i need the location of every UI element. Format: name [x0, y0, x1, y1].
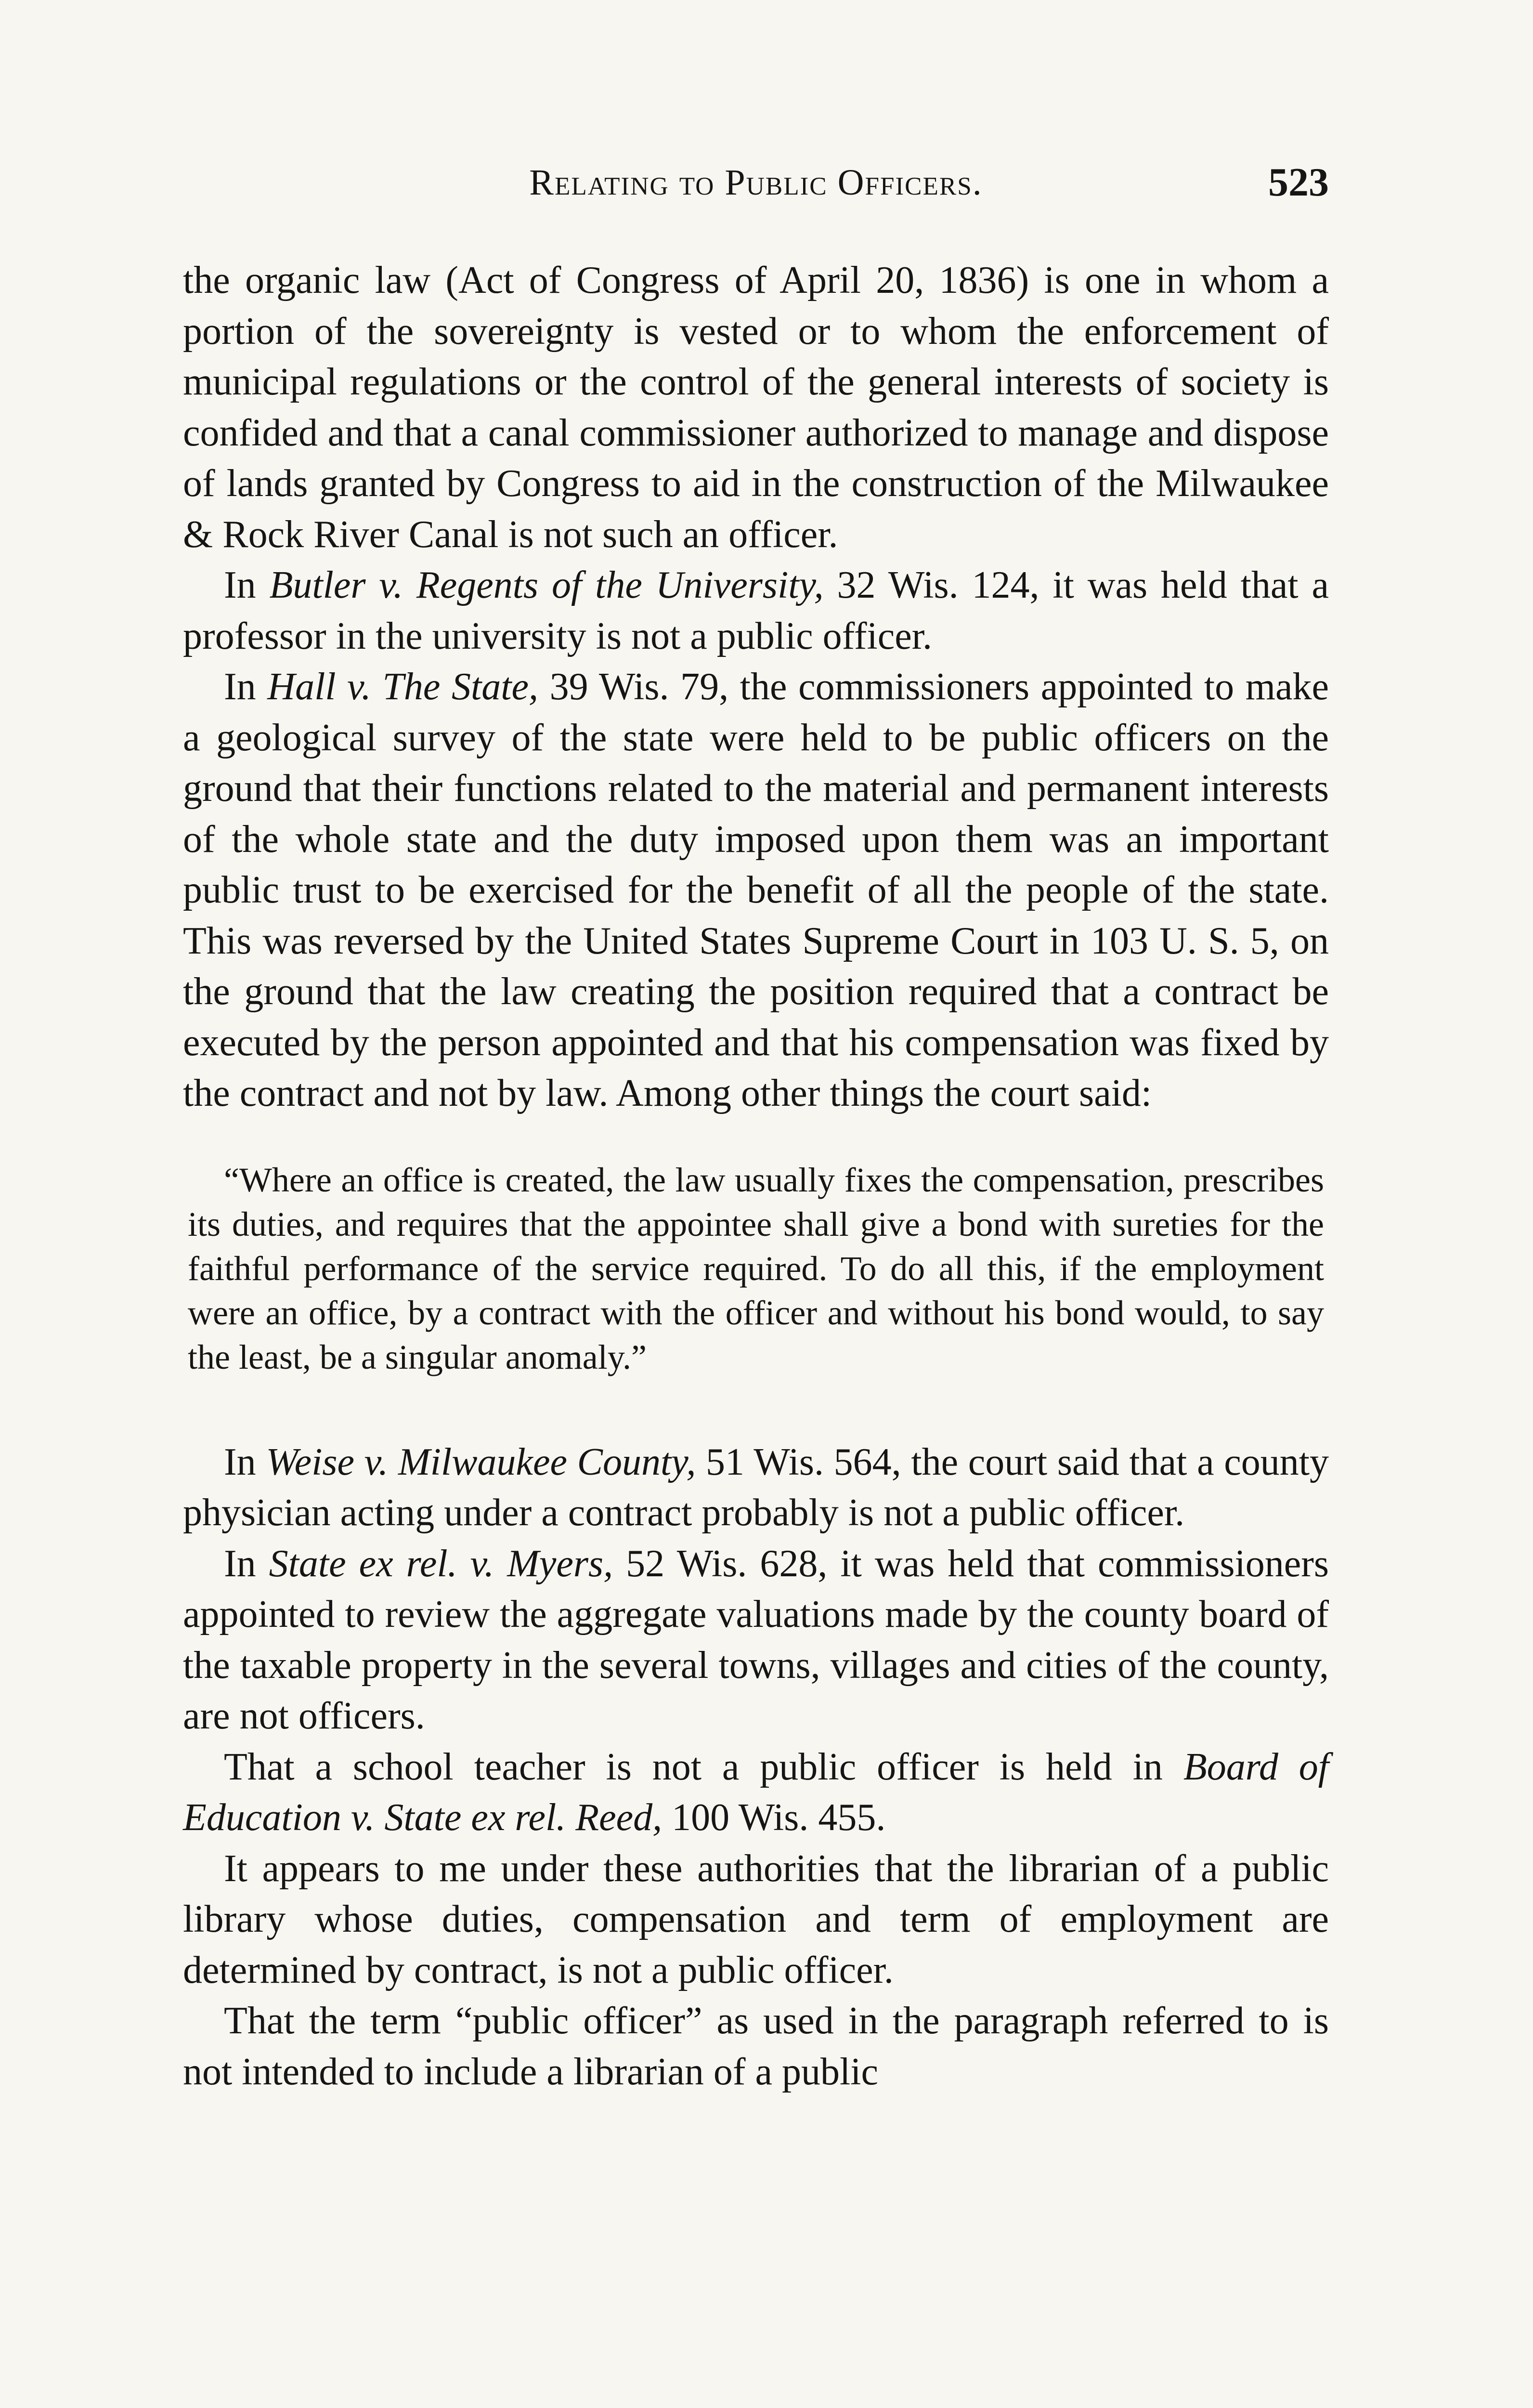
case-name-weise: Weise v. Milwaukee County, — [266, 1440, 696, 1483]
paragraph-school-teacher-text: 100 Wis. 455. — [662, 1796, 886, 1839]
case-name-board-of-education: Board of Education v. State ex rel. Reed, — [183, 1745, 1329, 1839]
paragraph-butler — [183, 560, 1329, 662]
page-number: 523 — [1268, 160, 1329, 205]
paragraph-myers-lead: In — [224, 1542, 269, 1585]
case-name-hall: Hall v. The State, — [267, 666, 538, 708]
paragraph-hall — [183, 662, 1329, 1119]
paragraph-butler-lead: In — [224, 564, 270, 606]
paragraph-librarian-conclusion-text: It appears to me under these authorities that the librarian of a public library whose duties, compensation and term of employment are determined by contract, is not a public officer. — [183, 1847, 1329, 1991]
block-quote-text: “Where an office is created, the law usually fixes the compensation, prescribes its duties, and requires that the appointee shall give a bond with sureties for the faithful performance of the service required. To do all this, if the employment were an office, by a contract with the officer and without his bond would, to say the least, be a singular anomaly.” — [188, 1160, 1324, 1376]
case-name-butler: Butler v. Regents of the University, — [269, 564, 824, 606]
page-header — [183, 159, 1329, 212]
paragraph-1 — [183, 255, 1329, 560]
paragraph-myers-text: 52 Wis. 628, it was held that commissioners appointed to review the aggregate valuations made by the county board of the taxable property in the several towns, villages and cities of the county, are not officers. — [183, 1542, 1329, 1737]
paragraph-weise-text: 51 Wis. 564, the court said that a county physician acting under a contract probably is not a public officer. — [183, 1440, 1329, 1534]
paragraph-myers — [183, 1539, 1329, 1742]
paragraph-1-text: the organic law (Act of Congress of April 20, 1836) is one in whom a portion of the sovereignty is vested or to whom the enforcement of municipal regulations or the control of the general interests of society is confided and that a canal commissioner authorized to manage and dispose of lands granted by Congress to aid in the construction of the Milwaukee & Rock River Canal is not such an officer. — [183, 259, 1329, 556]
running-head: Relating to Public Officers. — [529, 162, 983, 203]
body-text — [183, 255, 1329, 2097]
paragraph-school-teacher-lead: That a school teacher is not a public officer is held in — [224, 1745, 1183, 1788]
paragraph-school-teacher — [183, 1742, 1329, 1844]
paragraph-hall-text: 39 Wis. 79, the commissioners appointed to make a geological survey of the state were held to be public officers on the ground that their functions related to the material and permanent interests of the whole state and the duty imposed upon them was an important public trust to be exercised for the benefit of all the people of the state. This was reversed by the United States Supreme Court in 103 U. S. 5, on the ground that the law creating the position required that a contract be executed by the person appointed and that his compensation was fixed by the contract and not by law. Among other things the court said: — [183, 666, 1329, 1114]
paragraph-public-officer-term — [183, 1996, 1329, 2097]
paragraph-hall-lead: In — [224, 666, 268, 708]
paragraph-public-officer-term-text: That the term “public officer” as used in the paragraph referred to is not intended to include a librarian of a public — [183, 2000, 1329, 2093]
paragraph-librarian-conclusion — [183, 1844, 1329, 1996]
block-quote — [183, 1158, 1329, 1379]
paragraph-butler-text: 32 Wis. 124, it was held that a professor in the university is not a public officer. — [183, 564, 1329, 657]
case-name-myers: State ex rel. v. Myers, — [269, 1542, 613, 1585]
paragraph-weise — [183, 1437, 1329, 1539]
paragraph-weise-lead: In — [224, 1440, 266, 1483]
